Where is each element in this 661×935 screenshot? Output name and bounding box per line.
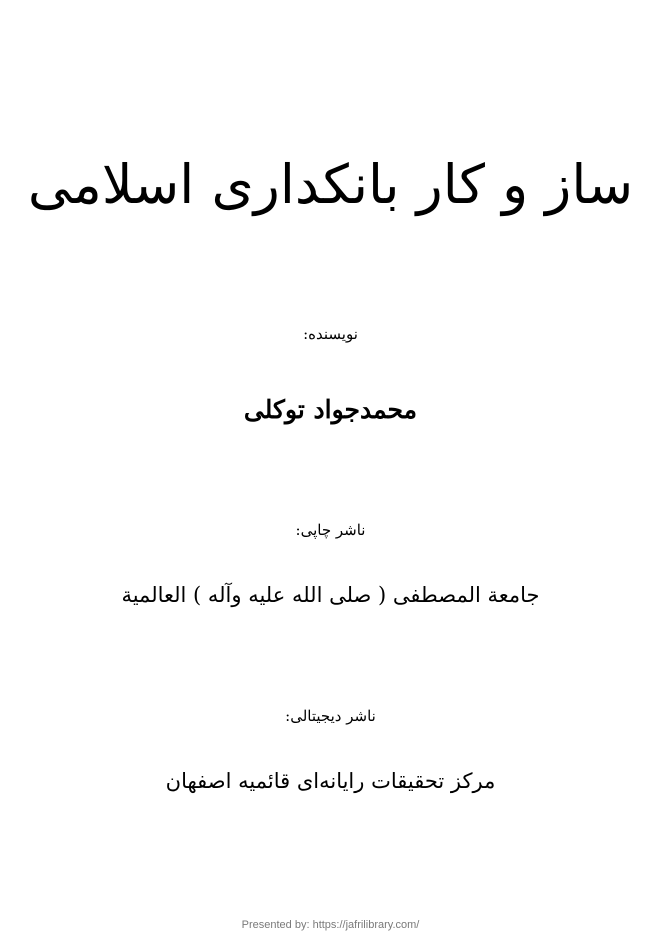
- print-publisher-label: ناشر چاپی:: [295, 521, 366, 539]
- author-name: محمدجواد توکلی: [243, 395, 418, 424]
- print-publisher-name: جامعة المصطفی ( صلی الله علیه وآله ) العالمیة: [121, 583, 540, 607]
- footer-link[interactable]: Presented by: https://jafrilibrary.com/: [241, 919, 420, 931]
- digital-publisher-label: ناشر دیجیتالی:: [285, 707, 376, 725]
- book-title: ساز و کار بانکداری اسلامی: [27, 153, 634, 216]
- author-label: نویسنده:: [303, 325, 358, 343]
- digital-publisher-name: مرکز تحقیقات رایانه‌ای قائمیه اصفهان: [165, 769, 496, 793]
